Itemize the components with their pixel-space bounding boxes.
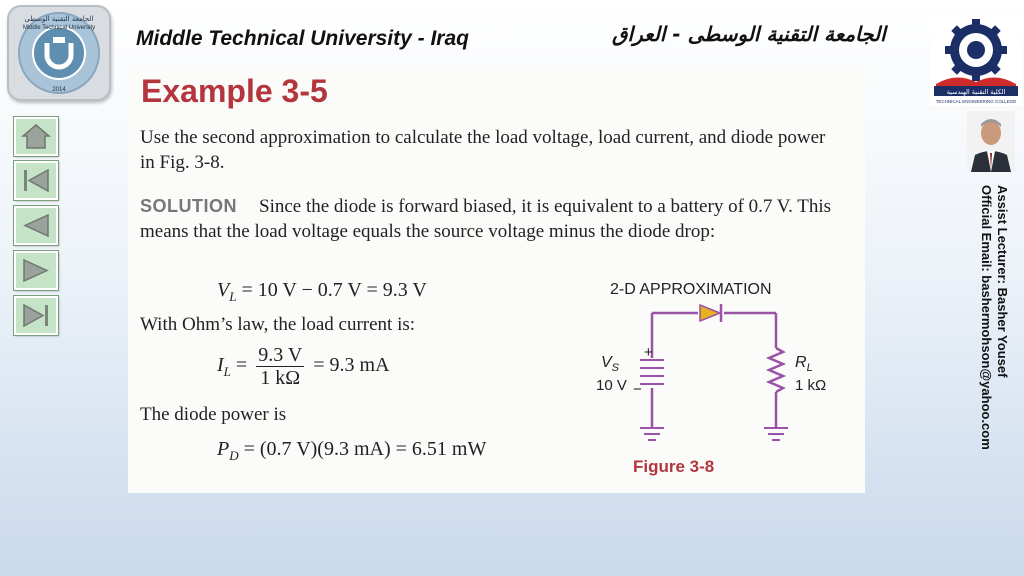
circuit-diagram xyxy=(590,300,840,450)
home-button[interactable] xyxy=(14,117,58,156)
previous-slide-button[interactable] xyxy=(14,206,58,245)
lecturer-name: Assist Lecturer: Basher Yousef xyxy=(995,185,1010,378)
solution-paragraph xyxy=(140,194,840,244)
skip-back-icon xyxy=(19,166,53,195)
lecturer-portrait xyxy=(967,111,1015,172)
home-icon xyxy=(19,122,53,151)
battery-minus: − xyxy=(633,381,642,398)
first-slide-button[interactable] xyxy=(14,161,58,200)
problem-statement: Use the second approximation to calculate the load voltage, load current, and diode power in Fig. 3-8. xyxy=(140,127,826,173)
source-label: $V_S$ xyxy=(601,354,620,375)
svg-text:Middle Technical University: Middle Technical University xyxy=(22,25,96,31)
lecturer-photo xyxy=(967,111,1015,172)
university-name-en: Middle Technical University - Iraq xyxy=(136,27,469,50)
svg-text:2014: 2014 xyxy=(52,87,66,93)
svg-text:TECHNICAL ENGINEERING COLLEGE: TECHNICAL ENGINEERING COLLEGE xyxy=(935,99,1017,104)
battery-plus: + xyxy=(644,344,653,361)
ground-left-icon xyxy=(640,428,664,440)
diode-power-equation: $P_D = (0.7$ V)(9.3 mA) = 6.51 mW xyxy=(217,438,487,463)
solution-label: SOLUTION xyxy=(140,196,237,216)
battery-symbol xyxy=(640,360,664,384)
triangle-right-icon xyxy=(19,256,53,285)
ohms-law-text: With Ohm’s law, the load current is: xyxy=(140,314,416,335)
college-logo xyxy=(930,14,1022,106)
next-slide-button[interactable] xyxy=(14,251,58,290)
diode-symbol xyxy=(700,304,721,322)
skip-forward-icon xyxy=(19,301,53,330)
figure-caption: Figure 3-8 xyxy=(633,457,715,476)
lecturer-email: Official Email: bashermohson@yahoo.com xyxy=(979,185,994,450)
ground-right-icon xyxy=(764,428,788,440)
university-logo-emblem xyxy=(9,7,109,99)
resistor-value: 1 kΩ xyxy=(795,377,827,394)
university-name-ar: الجامعة التقنية الوسطى - العراق xyxy=(612,22,886,46)
load-current-equation: $I_L$ = $\frac{9.3 V}{1 k\Omega}$ = 9.3 mA xyxy=(217,344,390,389)
load-voltage-equation: $V_L = 10$ V − 0.7 V = 9.3 V xyxy=(217,279,427,304)
resistor-symbol xyxy=(769,348,783,392)
svg-text:الجامعة التقنية الوسطى: الجامعة التقنية الوسطى xyxy=(24,15,94,23)
triangle-left-icon xyxy=(19,211,53,240)
example-title: Example 3-5 xyxy=(141,73,328,109)
lecturer-info xyxy=(968,185,1008,465)
last-slide-button[interactable] xyxy=(14,296,58,335)
university-logo xyxy=(7,5,111,101)
diode-power-text: The diode power is xyxy=(140,404,287,425)
figure-title: 2-D APPROXIMATION xyxy=(610,281,772,298)
source-value: 10 V xyxy=(596,377,627,394)
solution-text: Since the diode is forward biased, it is equivalent to a battery of 0.7 V. This means that the load voltage equals the source voltage minus the diode drop: xyxy=(140,196,832,242)
svg-text:الكلية التقنية الهندسية: الكلية التقنية الهندسية xyxy=(946,88,1006,96)
current-fraction: $\frac{9.3 V}{1 k\Omega}$ xyxy=(258,344,303,389)
resistor-label: $R_L$ xyxy=(795,354,813,375)
college-logo-emblem xyxy=(930,14,1022,106)
